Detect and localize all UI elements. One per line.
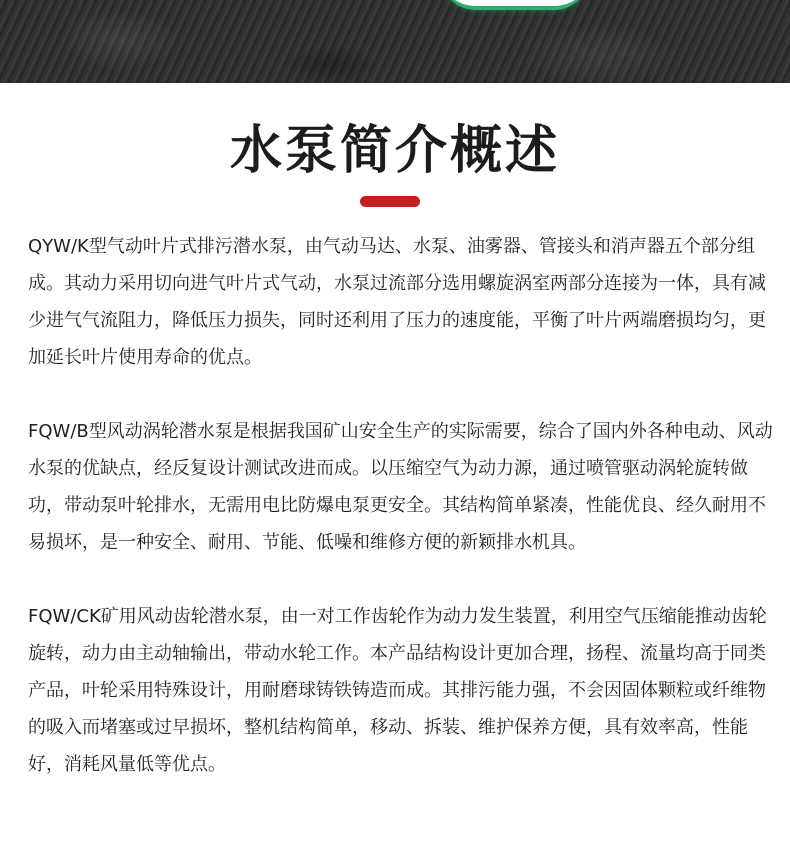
pump-edge-graphic [440,0,590,10]
page-title: 水泵简介概述 [229,121,560,181]
title-underline-bar [360,196,420,207]
paragraph-fqw-b: FQW/B型风动涡轮潜水泵是根据我国矿山安全生产的实际需要，综合了国内外各种电动、风动水泵的优缺点，经反复设计测试改进而成。以压缩空气为动力源，通过喷管驱动涡轮旋转做功，带动泵叶轮排水，无需用电比防爆电泵更安全。其结构简单紧凑，性能优良、经久耐用不易损坏，是一种安全、耐用、节能、低噪和维修方便的新颖排水机具。 [28,421,773,553]
paragraph-qyw-k: QYW/K型气动叶片式排污潜水泵，由气动马达、水泵、油雾器、管接头和消声器五个部分组成。其动力采用切向进气叶片式气动，水泵过流部分选用螺旋涡室两部分连接为一体，具有减少进气气流阻力，降低压力损失，同时还利用了压力的速度能，平衡了叶片两端磨损均匀，更加延长叶片使用寿命的优点。 [28,236,766,368]
article-body [28,228,773,783]
paragraph-fqw-ck: FQW/CK矿用风动齿轮潜水泵，由一对工作齿轮作为动力发生装置，利用空气压缩能推动齿轮旋转，动力由主动轴输出，带动水轮工作。本产品结构设计更加合理，扬程、流量均高于同类产品，叶轮采用特殊设计，用耐磨球铸铁铸造而成。其排污能力强，不会因固体颗粒或纤维物的吸入而堵塞或过早损坏，整机结构简单，移动、拆装、维护保养方便，具有效率高，性能好，消耗风量低等优点。 [28,606,767,775]
hero-banner-image [0,0,790,83]
